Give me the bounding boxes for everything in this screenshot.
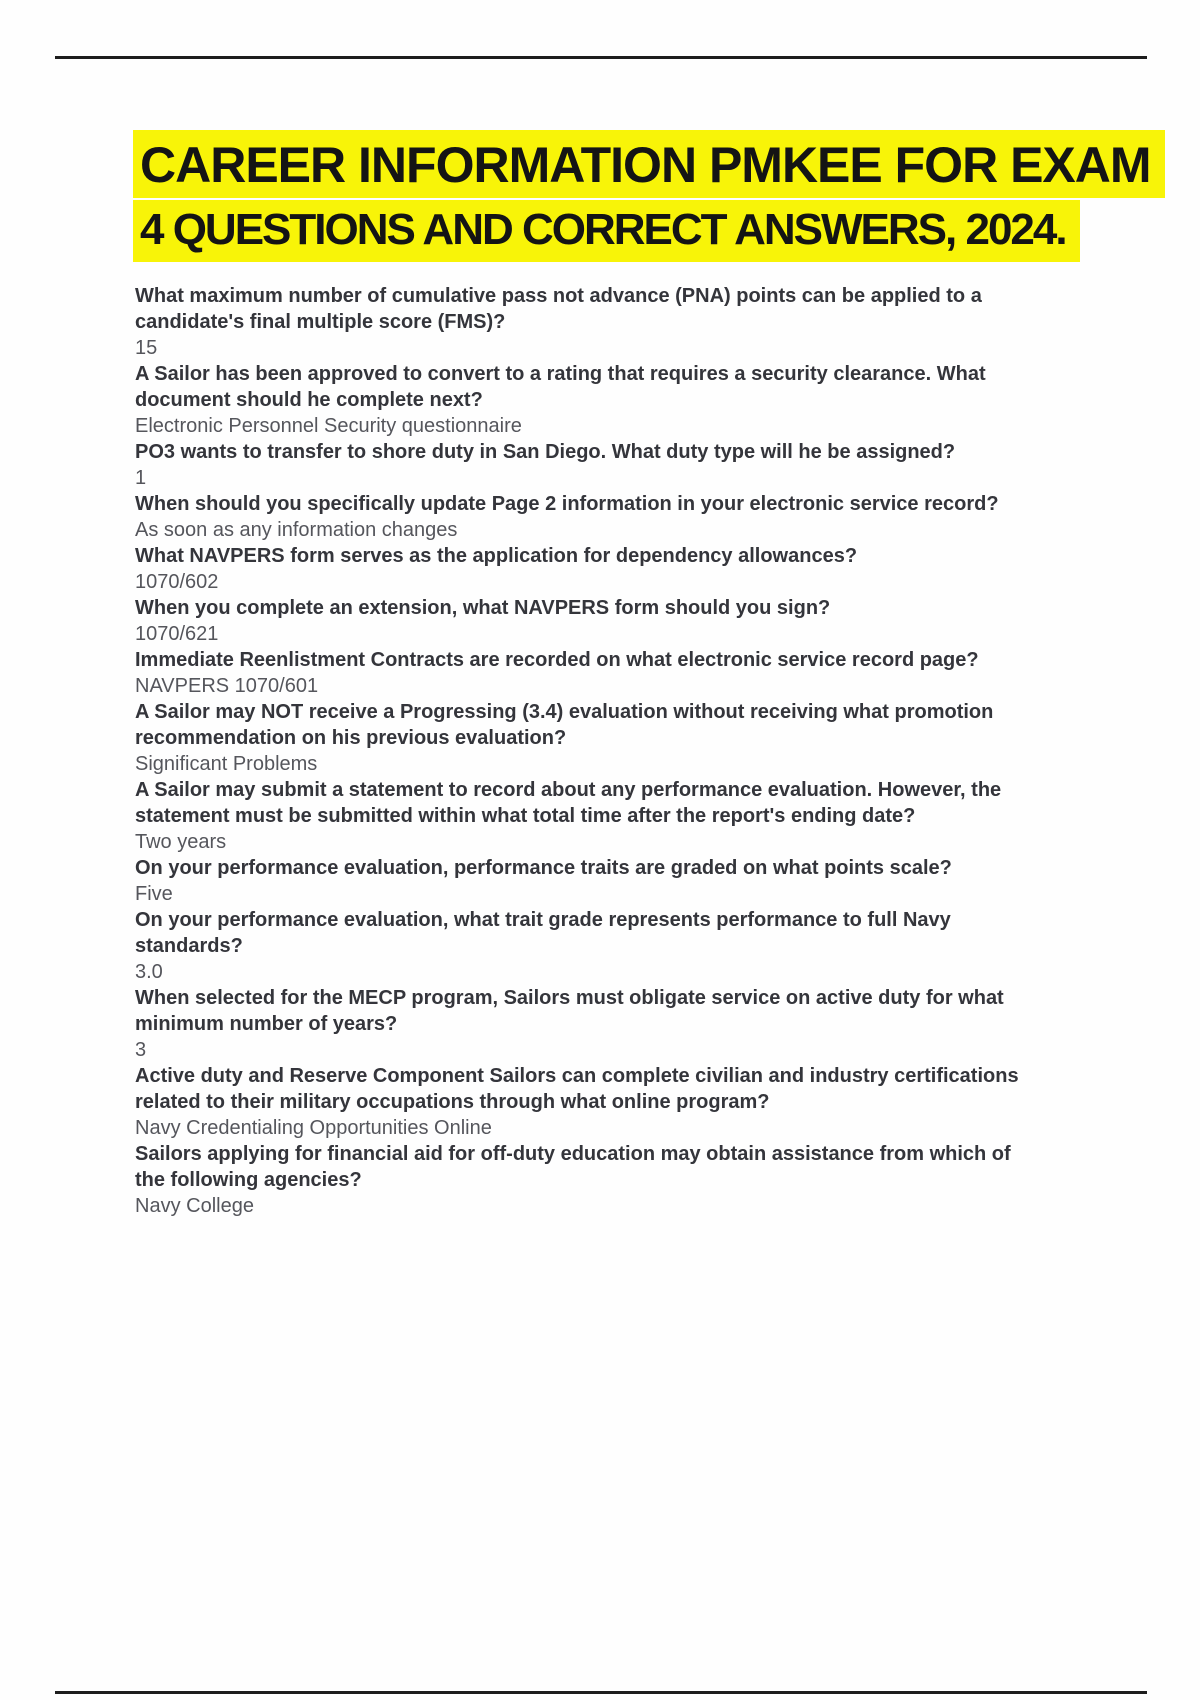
qa-item <box>135 699 1020 777</box>
document-title-line-2: 4 QUESTIONS AND CORRECT ANSWERS, 2024. <box>133 200 1080 262</box>
qa-item <box>135 361 1020 439</box>
qa-item <box>135 985 1020 1063</box>
answer-text: 1070/602 <box>135 571 219 593</box>
document-title <box>133 130 1165 262</box>
qa-item <box>135 543 1020 595</box>
answer-text: 1070/621 <box>135 623 219 645</box>
qa-item <box>135 595 1020 647</box>
qa-item <box>135 855 1020 907</box>
answer-text: Significant Problems <box>135 753 318 775</box>
question-text: Active duty and Reserve Component Sailors can complete civilian and industry certifications related to their military occupations through what online program? <box>135 1065 1019 1113</box>
qa-item <box>135 283 1020 361</box>
answer-text: 1 <box>135 467 147 489</box>
qa-list <box>135 283 1020 1219</box>
qa-item <box>135 777 1020 855</box>
question-text: What maximum number of cumulative pass not advance (PNA) points can be applied to a candidate's final multiple score (FMS)? <box>135 285 982 333</box>
question-text: When selected for the MECP program, Sailors must obligate service on active duty for what minimum number of years? <box>135 987 1004 1035</box>
answer-text: Navy Credentialing Opportunities Online <box>135 1117 492 1139</box>
qa-item <box>135 491 1020 543</box>
qa-item <box>135 439 1020 491</box>
qa-item <box>135 907 1020 985</box>
question-text: Sailors applying for financial aid for off-duty education may obtain assistance from which of the following agencies? <box>135 1143 1011 1191</box>
answer-text: NAVPERS 1070/601 <box>135 675 319 697</box>
question-text: What NAVPERS form serves as the application for dependency allowances? <box>135 545 858 567</box>
question-text: A Sailor may NOT receive a Progressing (3.4) evaluation without receiving what promotion recommendation on his previous evaluation? <box>135 701 994 749</box>
question-text: When should you specifically update Page 2 information in your electronic service record? <box>135 493 999 515</box>
bottom-horizontal-rule <box>55 1691 1147 1694</box>
answer-text: As soon as any information changes <box>135 519 458 541</box>
question-text: On your performance evaluation, performance traits are graded on what points scale? <box>135 857 952 879</box>
document-title-line-1: CAREER INFORMATION PMKEE FOR EXAM <box>133 130 1165 198</box>
question-text: A Sailor has been approved to convert to a rating that requires a security clearance. What document should he complete next? <box>135 363 986 411</box>
answer-text: Electronic Personnel Security questionnaire <box>135 415 522 437</box>
answer-text: Navy College <box>135 1195 254 1217</box>
question-text: Immediate Reenlistment Contracts are recorded on what electronic service record page? <box>135 649 979 671</box>
answer-text: Two years <box>135 831 227 853</box>
question-text: On your performance evaluation, what trait grade represents performance to full Navy standards? <box>135 909 951 957</box>
qa-item <box>135 647 1020 699</box>
question-text: When you complete an extension, what NAVPERS form should you sign? <box>135 597 831 619</box>
question-text: PO3 wants to transfer to shore duty in San Diego. What duty type will he be assigned? <box>135 441 956 463</box>
answer-text: Five <box>135 883 173 905</box>
top-horizontal-rule <box>55 56 1147 59</box>
answer-text: 3.0 <box>135 961 163 983</box>
question-text: A Sailor may submit a statement to record about any performance evaluation. However, the statement must be submitted within what total time after the report's ending date? <box>135 779 1002 827</box>
answer-text: 3 <box>135 1039 147 1061</box>
answer-text: 15 <box>135 337 158 359</box>
qa-item <box>135 1141 1020 1219</box>
qa-item <box>135 1063 1020 1141</box>
